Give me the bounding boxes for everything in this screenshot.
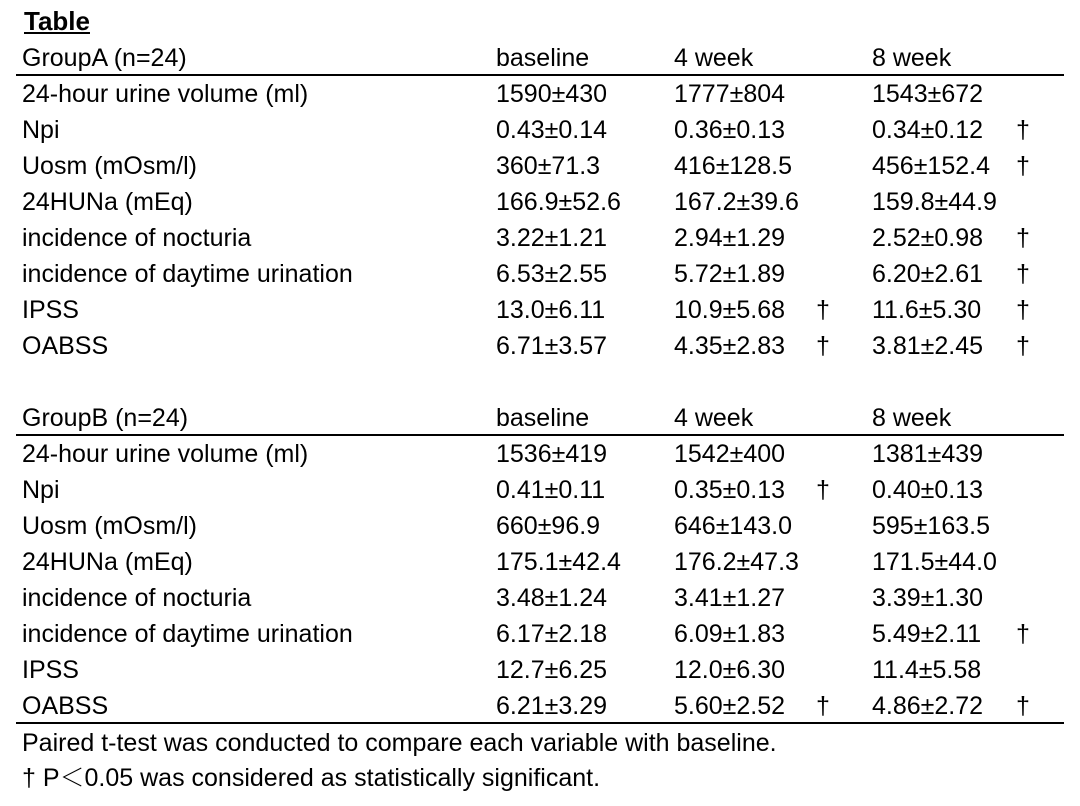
baseline-value: 3.48±1.24: [496, 584, 608, 612]
baseline-value: 6.53±2.55: [496, 260, 608, 288]
baseline-value: 6.17±2.18: [496, 620, 608, 648]
week8-value: 3.39±1.30: [872, 584, 984, 612]
week8-value: 1381±439: [872, 440, 984, 468]
group-a-header-baseline: baseline: [496, 44, 590, 72]
row-label: incidence of daytime urination: [22, 620, 353, 648]
week8-value: 0.40±0.13: [872, 476, 984, 504]
week8-value: 595±163.5: [872, 512, 990, 540]
week4-value: 0.35±0.13: [674, 476, 786, 504]
baseline-value: 1536±419: [496, 440, 608, 468]
week8-value: 11.4±5.58: [872, 656, 982, 684]
week8-significance-mark: †: [1016, 260, 1030, 288]
group-b-header-baseline: baseline: [496, 404, 590, 432]
baseline-value: 12.7±6.25: [496, 656, 608, 684]
row-label: OABSS: [22, 332, 109, 360]
week8-value: 0.34±0.12: [872, 116, 984, 144]
group-b-rows: [0, 436, 1080, 724]
week8-value: 3.81±2.45: [872, 332, 984, 360]
week8-significance-mark: †: [1016, 296, 1030, 324]
week4-significance-mark: †: [816, 476, 830, 504]
group-a-section: [0, 40, 1080, 364]
week4-value: 5.72±1.89: [674, 260, 786, 288]
group-a-table-row: [0, 328, 1080, 364]
baseline-value: 166.9±52.6: [496, 188, 621, 216]
row-label: Uosm (mOsm/l): [22, 512, 197, 540]
note-significance: † P＜0.05 was considered as statistically significant.: [22, 764, 601, 792]
row-label: 24-hour urine volume (ml): [22, 440, 309, 468]
group-b-table-row: [0, 544, 1080, 580]
row-label: IPSS: [22, 296, 79, 324]
row-label: IPSS: [22, 656, 79, 684]
group-b-table-row: [0, 616, 1080, 652]
week8-significance-mark: †: [1016, 692, 1030, 720]
row-label: 24HUNa (mEq): [22, 548, 193, 576]
group-b-header-week4: 4 week: [674, 404, 754, 432]
week8-significance-mark: †: [1016, 332, 1030, 360]
group-a-table-row: [0, 148, 1080, 184]
baseline-value: 360±71.3: [496, 152, 601, 180]
group-a-table-row: [0, 292, 1080, 328]
baseline-value: 13.0±6.11: [496, 296, 606, 324]
week8-value: 456±152.4: [872, 152, 990, 180]
week4-significance-mark: †: [816, 692, 830, 720]
row-label: incidence of daytime urination: [22, 260, 353, 288]
group-b-table-row: [0, 472, 1080, 508]
row-label: incidence of nocturia: [22, 224, 252, 252]
week4-value: 1542±400: [674, 440, 786, 468]
row-label: 24HUNa (mEq): [22, 188, 193, 216]
week4-significance-mark: †: [816, 296, 830, 324]
week4-value: 3.41±1.27: [674, 584, 786, 612]
group-a-table-row: [0, 256, 1080, 292]
row-label: Npi: [22, 116, 60, 144]
week8-significance-mark: †: [1016, 116, 1030, 144]
baseline-value: 660±96.9: [496, 512, 601, 540]
group-a-rows: [0, 76, 1080, 364]
week8-value: 11.6±5.30: [872, 296, 982, 324]
week8-value: 6.20±2.61: [872, 260, 984, 288]
baseline-value: 6.71±3.57: [496, 332, 608, 360]
week4-value: 416±128.5: [674, 152, 792, 180]
week8-value: 2.52±0.98: [872, 224, 984, 252]
table-notes: [22, 726, 777, 796]
week8-significance-mark: †: [1016, 620, 1030, 648]
baseline-value: 3.22±1.21: [496, 224, 608, 252]
baseline-value: 6.21±3.29: [496, 692, 608, 720]
group-b-table-row: [0, 652, 1080, 688]
row-label: 24-hour urine volume (ml): [22, 80, 309, 108]
group-b-table-row: [0, 508, 1080, 544]
baseline-value: 1590±430: [496, 80, 608, 108]
group-b-header-label: GroupB (n=24): [22, 404, 189, 432]
week8-value: 1543±672: [872, 80, 984, 108]
baseline-value: 0.43±0.14: [496, 116, 608, 144]
week4-value: 176.2±47.3: [674, 548, 799, 576]
week4-value: 1777±804: [674, 80, 786, 108]
week4-value: 2.94±1.29: [674, 224, 786, 252]
row-label: incidence of nocturia: [22, 584, 252, 612]
baseline-value: 0.41±0.11: [496, 476, 606, 504]
week4-value: 10.9±5.68: [674, 296, 786, 324]
week4-value: 6.09±1.83: [674, 620, 786, 648]
group-b-section: [0, 400, 1080, 724]
week4-value: 5.60±2.52: [674, 692, 786, 720]
week8-value: 5.49±2.11: [872, 620, 982, 648]
group-a-header-week4: 4 week: [674, 44, 754, 72]
group-b-table-row: [0, 580, 1080, 616]
group-a-header-label: GroupA (n=24): [22, 44, 187, 72]
week4-significance-mark: †: [816, 332, 830, 360]
row-label: OABSS: [22, 692, 109, 720]
row-label: Npi: [22, 476, 60, 504]
week8-value: 171.5±44.0: [872, 548, 997, 576]
week4-value: 167.2±39.6: [674, 188, 799, 216]
row-label: Uosm (mOsm/l): [22, 152, 197, 180]
group-b-table-row: [0, 436, 1080, 472]
table-title: Table: [24, 6, 90, 36]
baseline-value: 175.1±42.4: [496, 548, 621, 576]
group-a-table-row: [0, 112, 1080, 148]
week4-value: 4.35±2.83: [674, 332, 786, 360]
week8-value: 159.8±44.9: [872, 188, 997, 216]
week8-significance-mark: †: [1016, 152, 1030, 180]
week4-value: 0.36±0.13: [674, 116, 786, 144]
group-b-header-week8: 8 week: [872, 404, 952, 432]
note-paired-t-test: Paired t-test was conducted to compare each variable with baseline.: [22, 729, 777, 757]
group-b-header-row: [16, 400, 1064, 436]
table-bottom-rule: [16, 722, 1064, 724]
week8-significance-mark: †: [1016, 224, 1030, 252]
group-a-header-row: [16, 40, 1064, 76]
group-a-table-row: [0, 184, 1080, 220]
group-a-table-row: [0, 220, 1080, 256]
group-a-header-week8: 8 week: [872, 44, 952, 72]
week4-value: 12.0±6.30: [674, 656, 786, 684]
week4-value: 646±143.0: [674, 512, 792, 540]
group-b-table-row: [0, 688, 1080, 724]
week8-value: 4.86±2.72: [872, 692, 984, 720]
group-a-table-row: [0, 76, 1080, 112]
